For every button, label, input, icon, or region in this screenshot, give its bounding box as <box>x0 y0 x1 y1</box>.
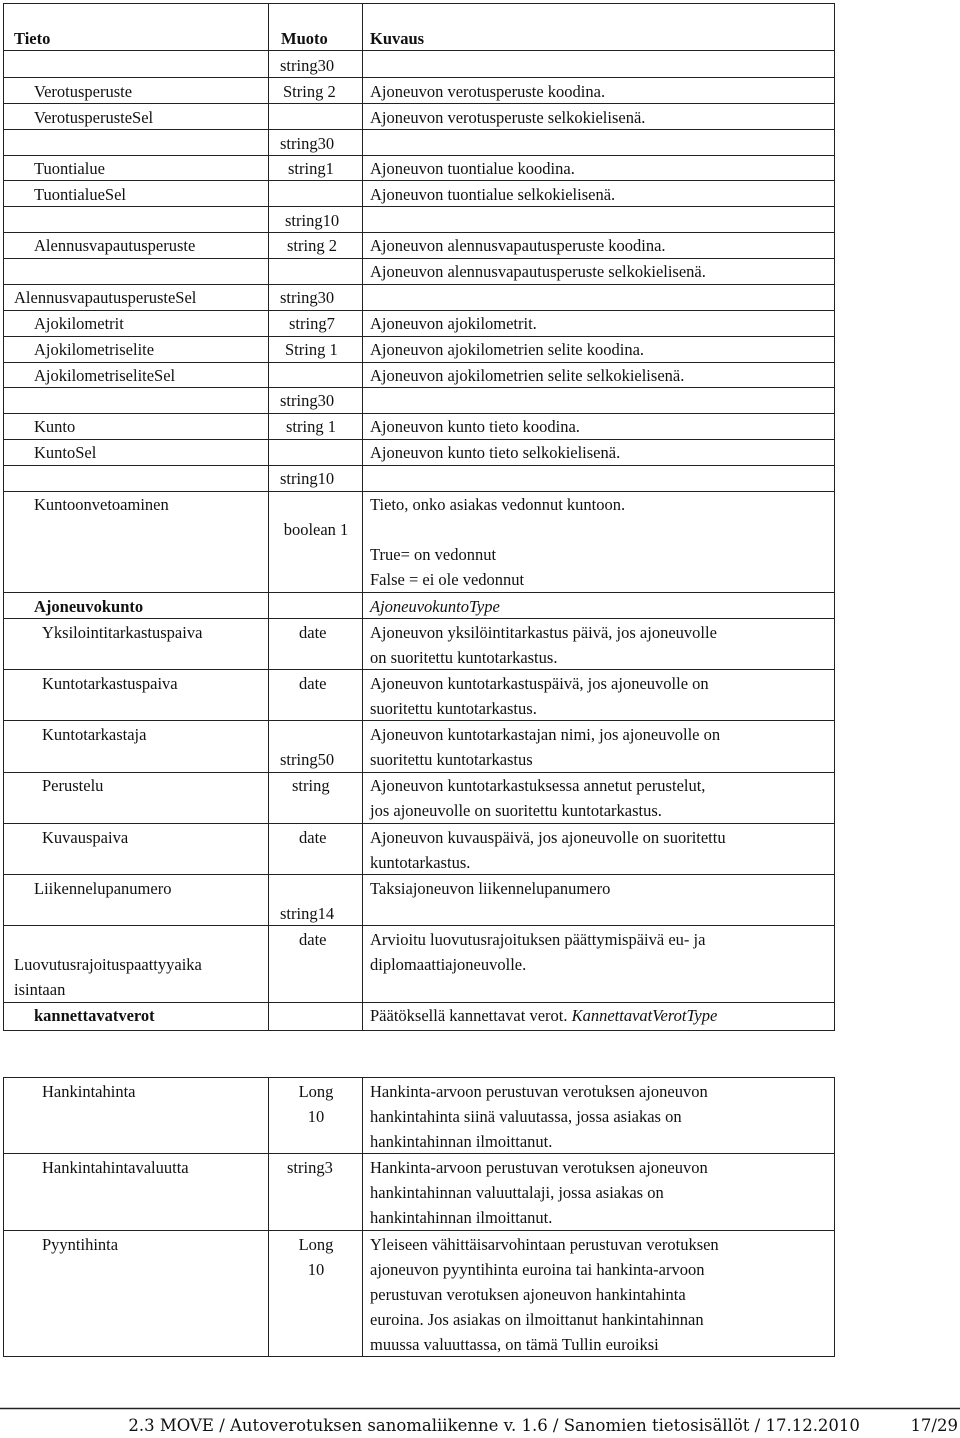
table-row-desc: Ajoneuvon tuontialue koodina. <box>370 159 575 178</box>
table-row-name: Kuvauspaiva <box>42 828 129 847</box>
table-row-desc-line3: False = ei ole vedonnut <box>370 570 525 589</box>
table-row-name: Liikennelupanumero <box>34 879 172 898</box>
table-row-desc: Ajoneuvon kunto tieto koodina. <box>370 417 580 436</box>
table-row-format: string <box>292 776 330 795</box>
table-row-name: TuontialueSel <box>34 185 126 204</box>
table-row-name: Ajoneuvokunto <box>34 597 144 616</box>
table-row-name: AlennusvapautusperusteSel <box>14 288 197 307</box>
table2-row-format-line2: 10 <box>307 1260 325 1279</box>
table-row-format: string30 <box>280 56 335 75</box>
table-row-desc: Ajoneuvon alennusvapautusperuste selkokielisenä. <box>370 262 706 281</box>
table-row-desc: Arvioitu luovutusrajoituksen päättymispäivä eu- ja <box>370 930 706 949</box>
table-row-desc: Tieto, onko asiakas vedonnut kuntoon. <box>370 495 626 514</box>
table-row-format: date <box>299 828 327 847</box>
table-row-name: Kuntoonvetoaminen <box>34 495 169 514</box>
table-row-desc: Ajoneuvon ajokilometrien selite selkokielisenä. <box>370 366 685 385</box>
table-row-name: Tuontialue <box>34 159 105 178</box>
table2-row-name: Hankintahinta <box>42 1082 136 1101</box>
table-row-name: kannettavatverot <box>34 1006 155 1025</box>
table-row-desc: Ajoneuvon ajokilometrit. <box>370 314 537 333</box>
table-row-desc: Taksiajoneuvon liikennelupanumero <box>370 879 611 898</box>
table-row-format: string10 <box>285 211 340 230</box>
table-row-desc-line2: jos ajoneuvolle on suoritettu kuntotarkastus. <box>370 801 662 820</box>
footer-text: 2.3 MOVE / Autoverotuksen sanomaliikenne v. 1.6 / Sanomien tietosisällöt / 17.12.2010 <box>128 1416 860 1435</box>
page-footer <box>0 1414 958 1438</box>
table-row-desc-text: Päätöksellä kannettavat verot. <box>370 1006 568 1025</box>
table-row-name: VerotusperusteSel <box>34 108 154 127</box>
table2-row-name: Hankintahintavaluutta <box>42 1158 189 1177</box>
table-row-desc: Ajoneuvon kuntotarkastuksessa annetut perustelut, <box>370 776 706 795</box>
table-row-desc-line2: kuntotarkastus. <box>370 853 471 872</box>
table-row-desc-type: KannettavatVerotType <box>571 1006 718 1025</box>
table-row-desc-line2: True= on vedonnut <box>370 545 497 564</box>
header-col-muoto: Muoto <box>281 29 328 48</box>
table-row-name: Ajokilometrit <box>34 314 124 333</box>
table-row-desc: Ajoneuvon yksilöintitarkastus päivä, jos ajoneuvolle <box>370 623 717 642</box>
table-row-format: string30 <box>280 391 335 410</box>
table-row-desc <box>370 1003 717 1028</box>
table2-row-desc: Yleiseen vähittäisarvohintaan perustuvan verotuksen <box>370 1235 719 1254</box>
table-row-desc: Ajoneuvon kuvauspäivä, jos ajoneuvolle on suoritettu <box>370 828 726 847</box>
table-row-format: date <box>299 623 327 642</box>
table-row-desc: Ajoneuvon kuntotarkastajan nimi, jos ajoneuvolle on <box>370 725 721 744</box>
table-row-format: string14 <box>280 904 335 923</box>
table-row-name: Verotusperuste <box>34 82 133 101</box>
table2-row-desc: hankintahinta siinä valuutassa, jossa asiakas on <box>370 1107 682 1126</box>
table-row-format: boolean 1 <box>283 520 349 539</box>
table-row-name: Kuntotarkastaja <box>42 725 147 744</box>
table2-row-desc: hankintahinnan valuuttalaji, jossa asiakas on <box>370 1183 664 1202</box>
table-row-desc: Ajoneuvon tuontialue selkokielisenä. <box>370 185 616 204</box>
table-row-desc: Ajoneuvon verotusperuste koodina. <box>370 82 606 101</box>
table-row-name: Kuntotarkastuspaiva <box>42 674 178 693</box>
table-row-format: String 2 <box>283 82 336 101</box>
table-row-format: string30 <box>280 134 335 153</box>
table-row-format: string 1 <box>286 417 336 436</box>
table2-row-desc: Hankinta-arvoon perustuvan verotuksen ajoneuvon <box>370 1158 708 1177</box>
table-row-desc: AjoneuvokuntoType <box>370 597 500 616</box>
table2-row-format: Long <box>298 1235 334 1254</box>
header-col-tieto: Tieto <box>14 29 51 48</box>
table-row-format: date <box>299 930 327 949</box>
table2-row-desc: hankintahinnan ilmoittanut. <box>370 1132 553 1151</box>
table2-row-desc: muussa valuuttassa, on tämä Tullin euroiksi <box>370 1335 659 1354</box>
table-row-desc: Ajoneuvon alennusvapautusperuste koodina. <box>370 236 666 255</box>
table-row-desc-line2: on suoritettu kuntotarkastus. <box>370 648 558 667</box>
table-row-desc: Ajoneuvon kuntotarkastuspäivä, jos ajoneuvolle on <box>370 674 709 693</box>
table2-row-format: Long <box>298 1082 334 1101</box>
table-row-format: string 2 <box>287 236 337 255</box>
table2-row-desc: Hankinta-arvoon perustuvan verotuksen ajoneuvon <box>370 1082 708 1101</box>
table-row-name: Yksilointitarkastuspaiva <box>42 623 203 642</box>
table-row-name: AjokilometriseliteSel <box>34 366 176 385</box>
header-col-kuvaus: Kuvaus <box>370 29 425 48</box>
table-row-format: string30 <box>280 288 335 307</box>
table-row-desc-line2: suoritettu kuntotarkastus <box>370 750 533 769</box>
table2-row-format-line2: 10 <box>307 1107 325 1126</box>
table-row-name: Ajokilometriselite <box>34 340 155 359</box>
table2-row-desc: ajoneuvon pyyntihinta euroina tai hankinta-arvoon <box>370 1260 705 1279</box>
table-row-format: string1 <box>288 159 334 178</box>
table-row-name: Alennusvapautusperuste <box>34 236 196 255</box>
table-row-desc: Ajoneuvon ajokilometrien selite koodina. <box>370 340 645 359</box>
table-row-name: KuntoSel <box>34 443 97 462</box>
table-row-format: date <box>299 674 327 693</box>
table2-row-desc: euroina. Jos asiakas on ilmoittanut hankintahinnan <box>370 1310 704 1329</box>
table2-row-name: Pyyntihinta <box>42 1235 119 1254</box>
table-row-desc-line2: diplomaattiajoneuvolle. <box>370 955 527 974</box>
table-row-name-line2: isintaan <box>14 980 66 999</box>
table-row-desc-line2: suoritettu kuntotarkastus. <box>370 699 537 718</box>
table2-row-format: string3 <box>287 1158 333 1177</box>
table-row-format: string10 <box>280 469 335 488</box>
table-row-desc: Ajoneuvon kunto tieto selkokielisenä. <box>370 443 621 462</box>
page-number: 17/29 <box>910 1416 958 1435</box>
table-row-name: Kunto <box>34 417 76 436</box>
table-row-name: Luovutusrajoituspaattyyaika <box>14 955 202 974</box>
table-row-format: string50 <box>280 750 335 769</box>
table-row-format: String 1 <box>285 340 338 359</box>
table-row-format: string7 <box>289 314 335 333</box>
table-row-desc: Ajoneuvon verotusperuste selkokielisenä. <box>370 108 646 127</box>
table2-row-desc: perustuvan verotuksen ajoneuvon hankintahinta <box>370 1285 686 1304</box>
table2-row-desc: hankintahinnan ilmoittanut. <box>370 1208 553 1227</box>
table-row-name: Perustelu <box>42 776 104 795</box>
